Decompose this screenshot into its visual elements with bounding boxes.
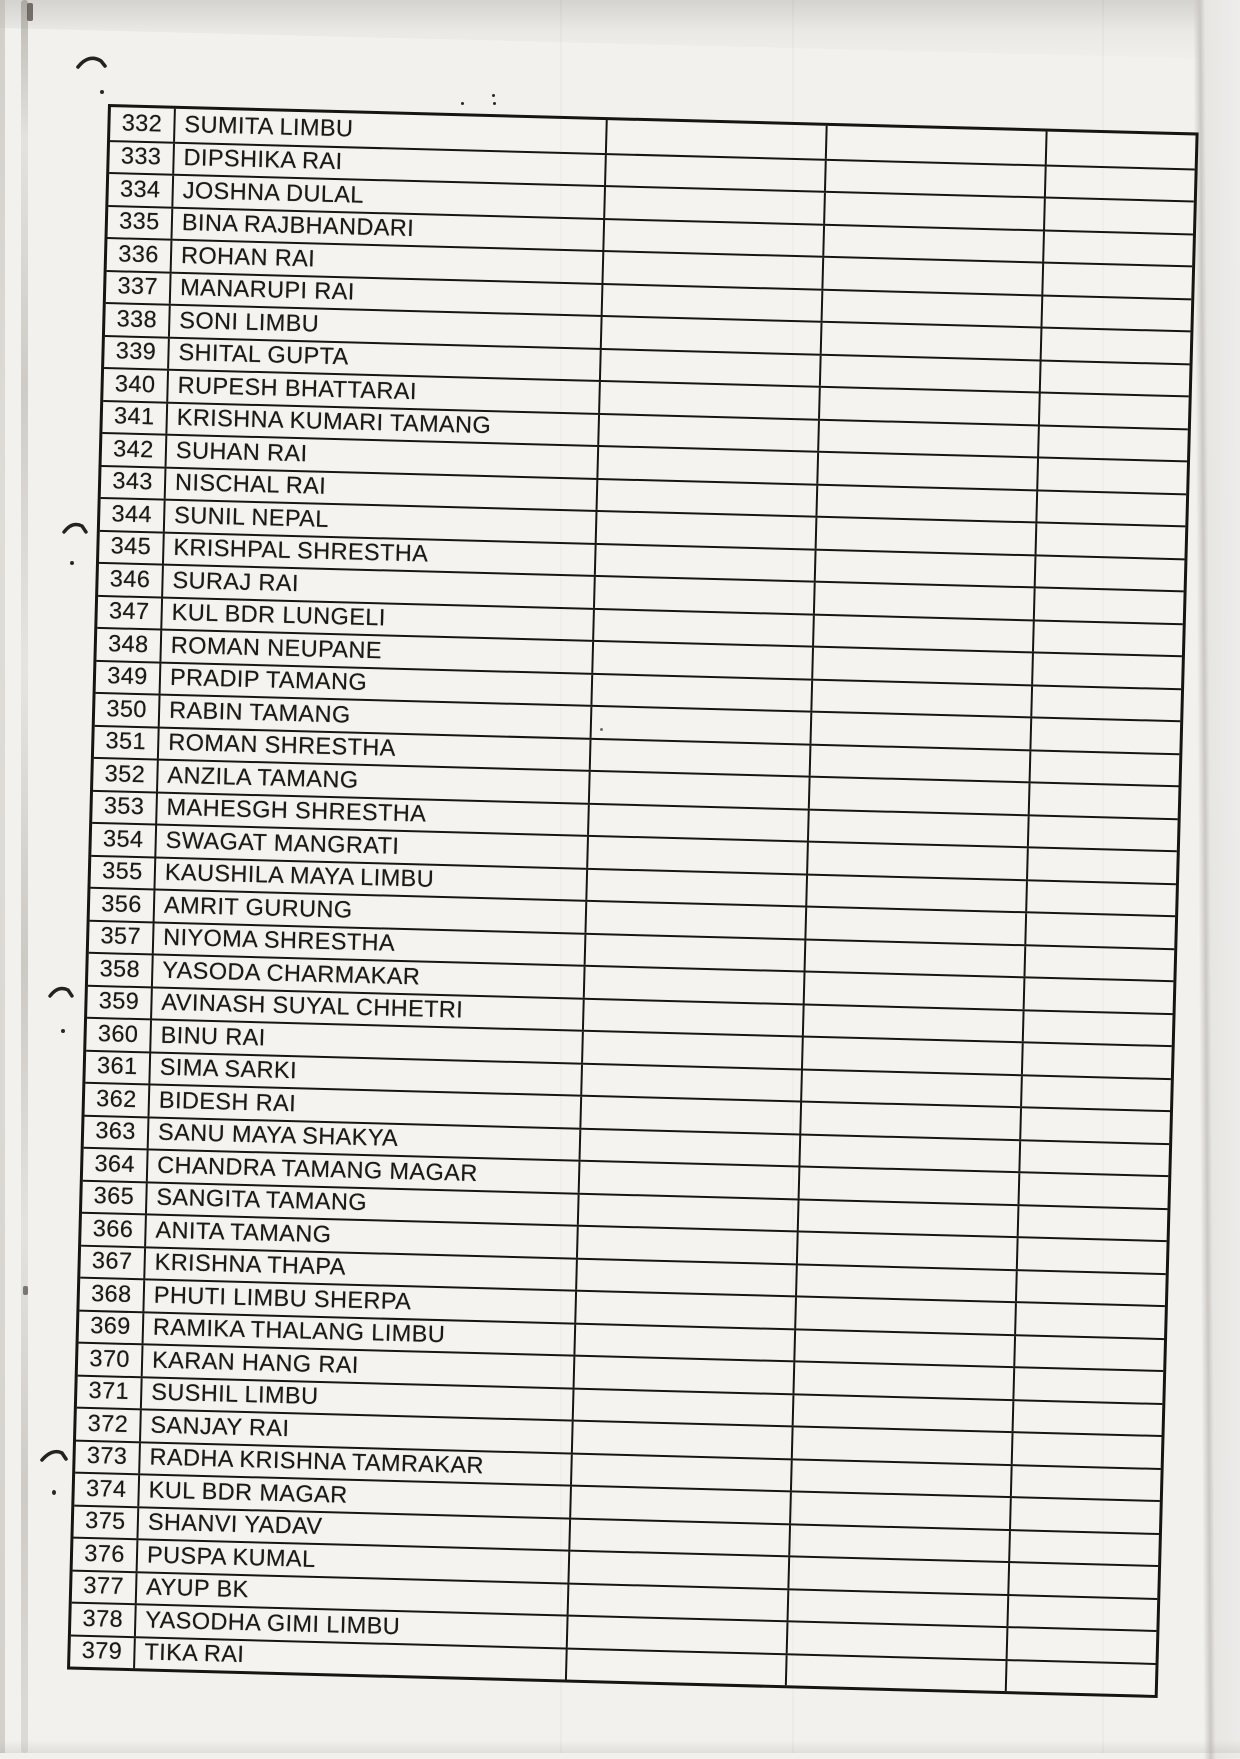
row-number-cell: 335 xyxy=(108,207,174,239)
empty-cell xyxy=(1046,166,1195,200)
empty-cell xyxy=(596,544,817,580)
paper-right-edge xyxy=(1193,0,1240,1759)
empty-cell xyxy=(1036,556,1185,590)
name-cell: PRADIP TAMANG xyxy=(161,663,594,705)
empty-cell xyxy=(588,837,809,873)
row-number-cell: 361 xyxy=(85,1051,151,1083)
empty-cell xyxy=(591,739,812,775)
empty-cell xyxy=(821,355,1042,391)
pen-tick-mark xyxy=(62,521,90,539)
empty-cell xyxy=(1043,264,1192,298)
name-cell: YASODA CHARMAKAR xyxy=(153,955,586,997)
empty-cell xyxy=(589,804,810,840)
empty-cell xyxy=(573,1422,794,1458)
empty-cell xyxy=(1029,816,1178,850)
empty-cell xyxy=(574,1389,795,1425)
empty-cell xyxy=(813,648,1034,684)
empty-cell xyxy=(1021,1108,1170,1142)
name-cell: PHUTI LIMBU SHERPA xyxy=(144,1280,577,1322)
row-number-cell: 355 xyxy=(91,856,157,888)
name-cell: KRISHPAL SHRESTHA xyxy=(164,533,597,575)
empty-cell xyxy=(568,1617,789,1653)
row-number-cell: 360 xyxy=(86,1019,152,1051)
empty-cell xyxy=(583,1032,804,1068)
name-cell: JOSHNA DULAL xyxy=(173,176,606,218)
name-cell: SIMA SARKI xyxy=(150,1053,583,1095)
empty-cell xyxy=(794,1395,1015,1431)
empty-cell xyxy=(1035,588,1184,622)
empty-cell xyxy=(581,1097,802,1133)
empty-cell xyxy=(1033,653,1182,687)
ink-speck xyxy=(492,94,495,97)
empty-cell xyxy=(789,1590,1010,1626)
name-cell: ANZILA TAMANG xyxy=(158,761,591,803)
roster-table xyxy=(67,104,1199,1698)
row-number-cell: 365 xyxy=(82,1181,148,1213)
ink-speck xyxy=(493,102,496,105)
scan-bottom-shadow xyxy=(0,1740,1240,1753)
row-number-cell: 347 xyxy=(97,596,163,628)
empty-cell xyxy=(812,713,1033,749)
empty-cell xyxy=(576,1292,797,1328)
empty-cell xyxy=(1008,1596,1157,1630)
empty-cell xyxy=(826,160,1047,196)
row-number-cell: 378 xyxy=(71,1604,137,1636)
empty-cell xyxy=(1020,1173,1169,1207)
empty-cell xyxy=(1013,1433,1162,1467)
row-number-cell: 332 xyxy=(110,107,176,141)
empty-cell xyxy=(1012,1466,1161,1500)
empty-cell xyxy=(575,1324,796,1360)
empty-cell xyxy=(811,745,1032,781)
row-number-cell: 352 xyxy=(93,759,159,791)
empty-cell xyxy=(586,934,807,970)
empty-cell xyxy=(796,1297,1017,1333)
empty-cell xyxy=(572,1454,793,1490)
row-number-cell: 367 xyxy=(80,1246,146,1278)
empty-cell xyxy=(598,479,819,515)
empty-cell xyxy=(571,1487,792,1523)
row-number-cell: 373 xyxy=(75,1441,141,1473)
empty-cell xyxy=(580,1162,801,1198)
name-cell: CHANDRA TAMANG MAGAR xyxy=(148,1150,581,1192)
empty-cell xyxy=(1008,1628,1157,1662)
empty-cell xyxy=(604,220,825,256)
row-number-cell: 359 xyxy=(87,986,153,1018)
empty-cell xyxy=(818,453,1039,489)
roster-table-body xyxy=(70,107,1195,1695)
pen-tick-mark xyxy=(48,985,76,1003)
empty-cell xyxy=(1015,1336,1164,1370)
empty-cell xyxy=(1032,686,1181,720)
empty-cell xyxy=(789,1557,1010,1593)
row-number-cell: 334 xyxy=(108,174,174,206)
empty-cell xyxy=(1007,1661,1156,1695)
empty-cell xyxy=(1038,458,1187,492)
empty-cell xyxy=(1014,1401,1163,1435)
row-number-cell: 340 xyxy=(103,369,169,401)
name-cell: ROMAN SHRESTHA xyxy=(159,728,592,770)
ink-speck xyxy=(461,102,464,105)
empty-cell xyxy=(788,1622,1009,1658)
row-number-cell: 349 xyxy=(96,661,162,693)
empty-cell xyxy=(1024,1011,1173,1045)
empty-cell xyxy=(808,843,1029,879)
name-cell: SHITAL GUPTA xyxy=(169,338,602,380)
empty-cell xyxy=(607,120,828,158)
row-number-cell: 363 xyxy=(84,1116,150,1148)
empty-cell xyxy=(803,1038,1024,1074)
row-number-cell: 372 xyxy=(76,1409,142,1441)
pen-tick-mark xyxy=(76,54,108,74)
empty-cell xyxy=(806,940,1027,976)
empty-cell xyxy=(1037,523,1186,557)
row-number-cell: 356 xyxy=(90,889,156,921)
row-number-cell: 336 xyxy=(107,239,173,271)
empty-cell xyxy=(1042,329,1191,363)
row-number-cell: 377 xyxy=(72,1571,138,1603)
empty-cell xyxy=(1041,361,1190,395)
empty-cell xyxy=(807,875,1028,911)
name-cell: SANU MAYA SHAKYA xyxy=(149,1118,582,1160)
name-cell: SUHAN RAI xyxy=(167,436,600,478)
empty-cell xyxy=(793,1427,1014,1463)
empty-cell xyxy=(598,447,819,483)
row-number-cell: 339 xyxy=(104,336,170,368)
pen-dot xyxy=(52,1490,56,1495)
name-cell: SONI LIMBU xyxy=(170,306,603,348)
name-cell: SURAJ RAI xyxy=(163,566,596,608)
empty-cell xyxy=(1047,132,1196,168)
name-cell: AVINASH SUYAL CHHETRI xyxy=(152,988,585,1030)
name-cell: SANJAY RAI xyxy=(141,1410,574,1452)
empty-cell xyxy=(823,258,1044,294)
empty-cell xyxy=(814,615,1035,651)
name-cell: KAUSHILA MAYA LIMBU xyxy=(155,858,588,900)
empty-cell xyxy=(816,550,1037,586)
empty-cell xyxy=(594,609,815,645)
name-cell: AYUP BK xyxy=(137,1573,570,1615)
empty-cell xyxy=(1018,1238,1167,1272)
name-cell: TIKA RAI xyxy=(135,1638,568,1680)
name-cell: SUMITA LIMBU xyxy=(175,109,608,153)
empty-cell xyxy=(1031,751,1180,785)
row-number-cell: 366 xyxy=(81,1214,147,1246)
pen-dot xyxy=(70,561,74,565)
row-number-cell: 379 xyxy=(70,1636,136,1668)
name-cell: SANGITA TAMANG xyxy=(147,1183,580,1225)
pen-tick-mark xyxy=(40,1448,70,1466)
name-cell: SUSHIL LIMBU xyxy=(142,1378,575,1420)
empty-cell xyxy=(1010,1531,1159,1565)
empty-cell xyxy=(595,577,816,613)
empty-cell xyxy=(812,680,1033,716)
empty-cell xyxy=(1027,881,1176,915)
empty-cell xyxy=(567,1649,788,1685)
row-number-cell: 343 xyxy=(101,466,167,498)
empty-cell xyxy=(1037,491,1186,525)
empty-cell xyxy=(801,1103,1022,1139)
empty-cell xyxy=(795,1330,1016,1366)
row-number-cell: 351 xyxy=(94,726,160,758)
empty-cell xyxy=(1019,1206,1168,1240)
scan-top-shadow xyxy=(0,0,1240,70)
empty-cell xyxy=(822,323,1043,359)
empty-cell xyxy=(817,485,1038,521)
row-number-cell: 354 xyxy=(91,824,157,856)
row-number-cell: 333 xyxy=(109,142,175,174)
empty-cell xyxy=(1025,978,1174,1012)
empty-cell xyxy=(1016,1303,1165,1337)
empty-cell xyxy=(794,1362,1015,1398)
empty-cell xyxy=(569,1584,790,1620)
fold-speck xyxy=(23,1286,28,1295)
empty-cell xyxy=(606,155,827,191)
empty-cell xyxy=(603,252,824,288)
empty-cell xyxy=(800,1167,1021,1203)
empty-cell xyxy=(1017,1271,1166,1305)
row-number-cell: 346 xyxy=(98,564,164,596)
name-cell: MANARUPI RAI xyxy=(171,273,604,315)
row-number-cell: 362 xyxy=(85,1084,151,1116)
name-cell: RAMIKA THALANG LIMBU xyxy=(144,1313,577,1355)
row-number-cell: 342 xyxy=(102,434,168,466)
row-number-cell: 357 xyxy=(89,921,155,953)
row-number-cell: 364 xyxy=(83,1149,149,1181)
row-number-cell: 344 xyxy=(100,499,166,531)
empty-cell xyxy=(1042,296,1191,330)
empty-cell xyxy=(820,388,1041,424)
empty-cell xyxy=(575,1357,796,1393)
empty-cell xyxy=(809,810,1030,846)
empty-cell xyxy=(597,512,818,548)
empty-cell xyxy=(799,1200,1020,1236)
empty-cell xyxy=(587,869,808,905)
empty-cell xyxy=(790,1525,1011,1561)
row-number-cell: 370 xyxy=(78,1344,144,1376)
pen-dot xyxy=(61,1029,65,1033)
name-cell: KRISHNA KUMARI TAMANG xyxy=(167,403,600,445)
empty-cell xyxy=(569,1552,790,1588)
empty-cell xyxy=(590,772,811,808)
row-number-cell: 375 xyxy=(73,1506,139,1538)
empty-cell xyxy=(593,642,814,678)
empty-cell xyxy=(1034,621,1183,655)
name-cell: KUL BDR MAGAR xyxy=(139,1475,572,1517)
empty-cell xyxy=(805,973,1026,1009)
empty-cell xyxy=(825,193,1046,229)
empty-cell xyxy=(1039,426,1188,460)
empty-cell xyxy=(582,1064,803,1100)
empty-cell xyxy=(798,1232,1019,1268)
empty-cell xyxy=(827,126,1048,164)
empty-cell xyxy=(1014,1368,1163,1402)
empty-cell xyxy=(578,1227,799,1263)
name-cell: RABIN TAMANG xyxy=(160,696,593,738)
row-number-cell: 353 xyxy=(92,791,158,823)
row-number-cell: 369 xyxy=(79,1311,145,1343)
empty-cell xyxy=(1011,1498,1160,1532)
name-cell: ROHAN RAI xyxy=(172,241,605,283)
empty-cell xyxy=(600,382,821,418)
empty-cell xyxy=(810,778,1031,814)
empty-cell xyxy=(602,317,823,353)
name-cell: ANITA TAMANG xyxy=(146,1215,579,1257)
empty-cell xyxy=(1023,1043,1172,1077)
empty-cell xyxy=(791,1492,1012,1528)
empty-cell xyxy=(804,1005,1025,1041)
name-cell: MAHESGH SHRESTHA xyxy=(157,793,590,835)
name-cell: BINU RAI xyxy=(151,1020,584,1062)
row-number-cell: 371 xyxy=(77,1376,143,1408)
empty-cell xyxy=(1028,848,1177,882)
row-number-cell: 341 xyxy=(102,401,168,433)
empty-cell xyxy=(599,414,820,450)
empty-cell xyxy=(1031,718,1180,752)
empty-cell xyxy=(1040,394,1189,428)
empty-cell xyxy=(817,518,1038,554)
row-number-cell: 358 xyxy=(88,954,154,986)
empty-cell xyxy=(1045,199,1194,233)
empty-cell xyxy=(1022,1076,1171,1110)
name-cell: RADHA KRISHNA TAMRAKAR xyxy=(140,1443,573,1485)
empty-cell xyxy=(605,187,826,223)
empty-cell xyxy=(1026,913,1175,947)
row-number-cell: 348 xyxy=(96,629,162,661)
empty-cell xyxy=(586,902,807,938)
row-number-cell: 338 xyxy=(105,304,171,336)
name-cell: KARAN HANG RAI xyxy=(143,1345,576,1387)
name-cell: PUSPA KUMAL xyxy=(138,1540,571,1582)
name-cell: ROMAN NEUPANE xyxy=(161,631,594,673)
empty-cell xyxy=(570,1519,791,1555)
name-cell: SHANVI YADAV xyxy=(138,1508,571,1550)
paper-left-edge xyxy=(0,0,5,1753)
empty-cell xyxy=(823,290,1044,326)
name-cell: SWAGAT MANGRATI xyxy=(156,826,589,868)
name-cell: NISCHAL RAI xyxy=(166,468,599,510)
empty-cell xyxy=(584,999,805,1035)
paper-fold-line xyxy=(21,0,28,1753)
row-number-cell: 337 xyxy=(106,272,172,304)
name-cell: DIPSHIKA RAI xyxy=(174,143,607,185)
empty-cell xyxy=(581,1129,802,1165)
fold-dark-mark xyxy=(27,3,33,21)
name-cell: AMRIT GURUNG xyxy=(155,891,588,933)
row-number-cell: 376 xyxy=(73,1539,139,1571)
empty-cell xyxy=(787,1655,1008,1691)
empty-cell xyxy=(802,1070,1023,1106)
empty-cell xyxy=(592,707,813,743)
name-cell: RUPESH BHATTARAI xyxy=(168,371,601,413)
name-cell: KUL BDR LUNGELI xyxy=(162,598,595,640)
empty-cell xyxy=(1025,946,1174,980)
empty-cell xyxy=(824,225,1045,261)
empty-cell xyxy=(815,583,1036,619)
empty-cell xyxy=(601,350,822,386)
row-number-cell: 345 xyxy=(99,531,165,563)
empty-cell xyxy=(603,285,824,321)
row-number-cell: 350 xyxy=(95,694,161,726)
name-cell: BIDESH RAI xyxy=(150,1085,583,1127)
empty-cell xyxy=(592,674,813,710)
empty-cell xyxy=(797,1265,1018,1301)
empty-cell xyxy=(577,1259,798,1295)
empty-cell xyxy=(1020,1141,1169,1175)
empty-cell xyxy=(579,1194,800,1230)
row-number-cell: 368 xyxy=(79,1279,145,1311)
empty-cell xyxy=(1009,1563,1158,1597)
name-cell: NIYOMA SHRESTHA xyxy=(154,923,587,965)
name-cell: KRISHNA THAPA xyxy=(145,1248,578,1290)
pen-dot xyxy=(100,90,104,94)
empty-cell xyxy=(819,420,1040,456)
name-cell: BINA RAJBHANDARI xyxy=(172,208,605,250)
row-number-cell: 374 xyxy=(74,1474,140,1506)
empty-cell xyxy=(585,967,806,1003)
empty-cell xyxy=(792,1460,1013,1496)
empty-cell xyxy=(1030,783,1179,817)
name-cell: YASODHA GIMI LIMBU xyxy=(136,1605,569,1647)
empty-cell xyxy=(800,1135,1021,1171)
empty-cell xyxy=(1044,231,1193,265)
name-cell: SUNIL NEPAL xyxy=(165,501,598,543)
empty-cell xyxy=(806,908,1027,944)
